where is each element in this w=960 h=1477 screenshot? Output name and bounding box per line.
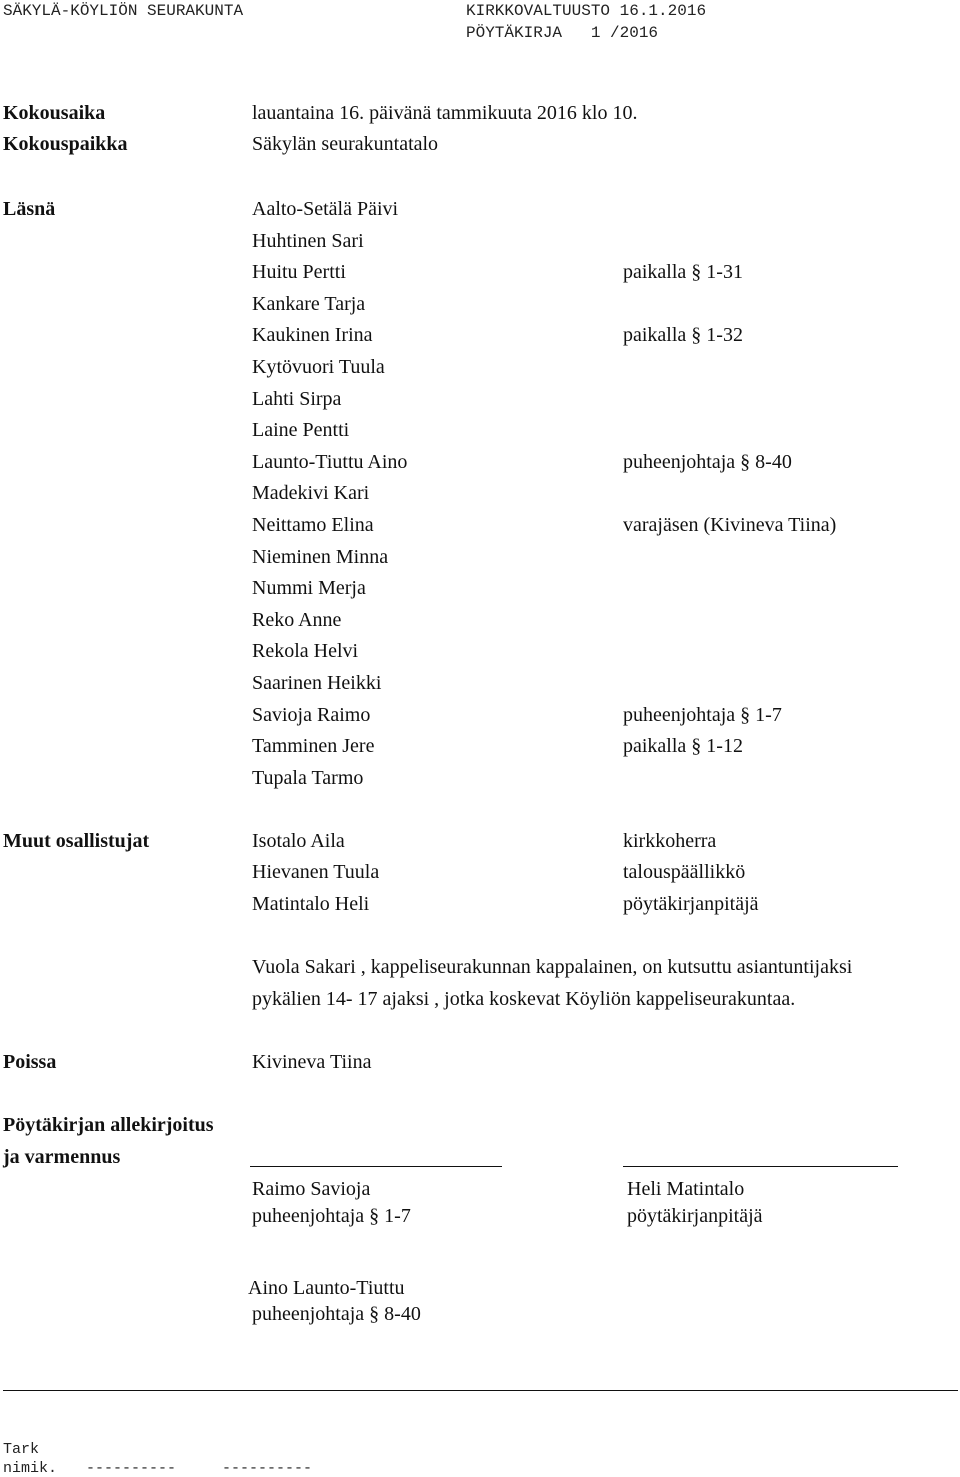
signature-label: Pöytäkirjan allekirjoitus bbox=[3, 1114, 214, 1136]
footer-tark: Tark bbox=[3, 1441, 40, 1458]
others-label: Muut osallistujat bbox=[3, 830, 150, 852]
signer-1-role: puheenjohtaja § 1-7 bbox=[252, 1205, 411, 1227]
member-name: Saarinen Heikki bbox=[252, 672, 382, 694]
member-note: puheenjohtaja § 8-40 bbox=[623, 451, 792, 473]
member-name: Lahti Sirpa bbox=[252, 388, 342, 410]
meeting-time-label: Kokousaika bbox=[3, 102, 106, 124]
signer-3-name: Aino Launto-Tiuttu bbox=[248, 1277, 405, 1299]
other-person-name: Isotalo Aila bbox=[252, 830, 345, 852]
member-name: Kankare Tarja bbox=[252, 293, 366, 315]
signature-line-1 bbox=[250, 1166, 502, 1167]
member-name: Aalto-Setälä Päivi bbox=[252, 198, 399, 220]
member-name: Laine Pentti bbox=[252, 419, 350, 441]
signer-1-name: Raimo Savioja bbox=[252, 1178, 371, 1200]
signer-2-name: Heli Matintalo bbox=[627, 1178, 745, 1200]
member-name: Kaukinen Irina bbox=[252, 324, 373, 346]
member-name: Tamminen Jere bbox=[252, 735, 375, 757]
other-person-role: kirkkoherra bbox=[623, 830, 717, 852]
member-name: Savioja Raimo bbox=[252, 704, 371, 726]
initials-blank-1: ---------- bbox=[86, 1460, 177, 1477]
initials-blank-2: ---------- bbox=[222, 1460, 313, 1477]
org-name: SÄKYLÄ-KÖYLIÖN SEURAKUNTA bbox=[3, 2, 244, 20]
meeting-time-value: lauantaina 16. päivänä tammikuuta 2016 klo 10. bbox=[252, 102, 638, 124]
member-note: puheenjohtaja § 1-7 bbox=[623, 704, 782, 726]
absent-value: Kivineva Tiina bbox=[252, 1051, 372, 1073]
member-name: Kytövuori Tuula bbox=[252, 356, 385, 378]
other-person-name: Matintalo Heli bbox=[252, 893, 370, 915]
document-number: PÖYTÄKIRJA 1 /2016 bbox=[466, 24, 659, 42]
present-label: Läsnä bbox=[3, 198, 56, 220]
meeting-title: KIRKKOVALTUUSTO 16.1.2016 bbox=[466, 2, 707, 20]
meeting-place-value: Säkylän seurakuntatalo bbox=[252, 133, 439, 155]
member-name: Madekivi Kari bbox=[252, 482, 370, 504]
footer-divider bbox=[3, 1390, 958, 1391]
member-name: Reko Anne bbox=[252, 609, 342, 631]
member-name: Tupala Tarmo bbox=[252, 767, 364, 789]
other-person-role: talouspäällikkö bbox=[623, 861, 746, 883]
absent-label: Poissa bbox=[3, 1051, 57, 1073]
signature-line-2 bbox=[623, 1166, 898, 1167]
expert-note-line1: Vuola Sakari , kappeliseurakunnan kappalainen, on kutsuttu asiantuntijaksi bbox=[252, 956, 853, 978]
member-note: paikalla § 1-31 bbox=[623, 261, 743, 283]
member-name: Neittamo Elina bbox=[252, 514, 374, 536]
meeting-place-label: Kokouspaikka bbox=[3, 133, 128, 155]
signer-2-role: pöytäkirjanpitäjä bbox=[627, 1205, 763, 1227]
member-name: Huitu Pertti bbox=[252, 261, 346, 283]
member-name: Nieminen Minna bbox=[252, 546, 389, 568]
member-note: varajäsen (Kivineva Tiina) bbox=[623, 514, 837, 536]
other-person-name: Hievanen Tuula bbox=[252, 861, 380, 883]
member-name: Launto-Tiuttu Aino bbox=[252, 451, 408, 473]
footer-nimik: nimik. bbox=[3, 1460, 58, 1477]
member-name: Huhtinen Sari bbox=[252, 230, 364, 252]
expert-note-line2: pykälien 14- 17 ajaksi , jotka koskevat Köyliön kappeliseurakuntaa. bbox=[252, 988, 796, 1010]
verification-label: ja varmennus bbox=[3, 1146, 121, 1168]
member-name: Nummi Merja bbox=[252, 577, 366, 599]
other-person-role: pöytäkirjanpitäjä bbox=[623, 893, 759, 915]
signer-3-role: puheenjohtaja § 8-40 bbox=[252, 1303, 421, 1325]
member-note: paikalla § 1-32 bbox=[623, 324, 743, 346]
member-note: paikalla § 1-12 bbox=[623, 735, 743, 757]
member-name: Rekola Helvi bbox=[252, 640, 359, 662]
